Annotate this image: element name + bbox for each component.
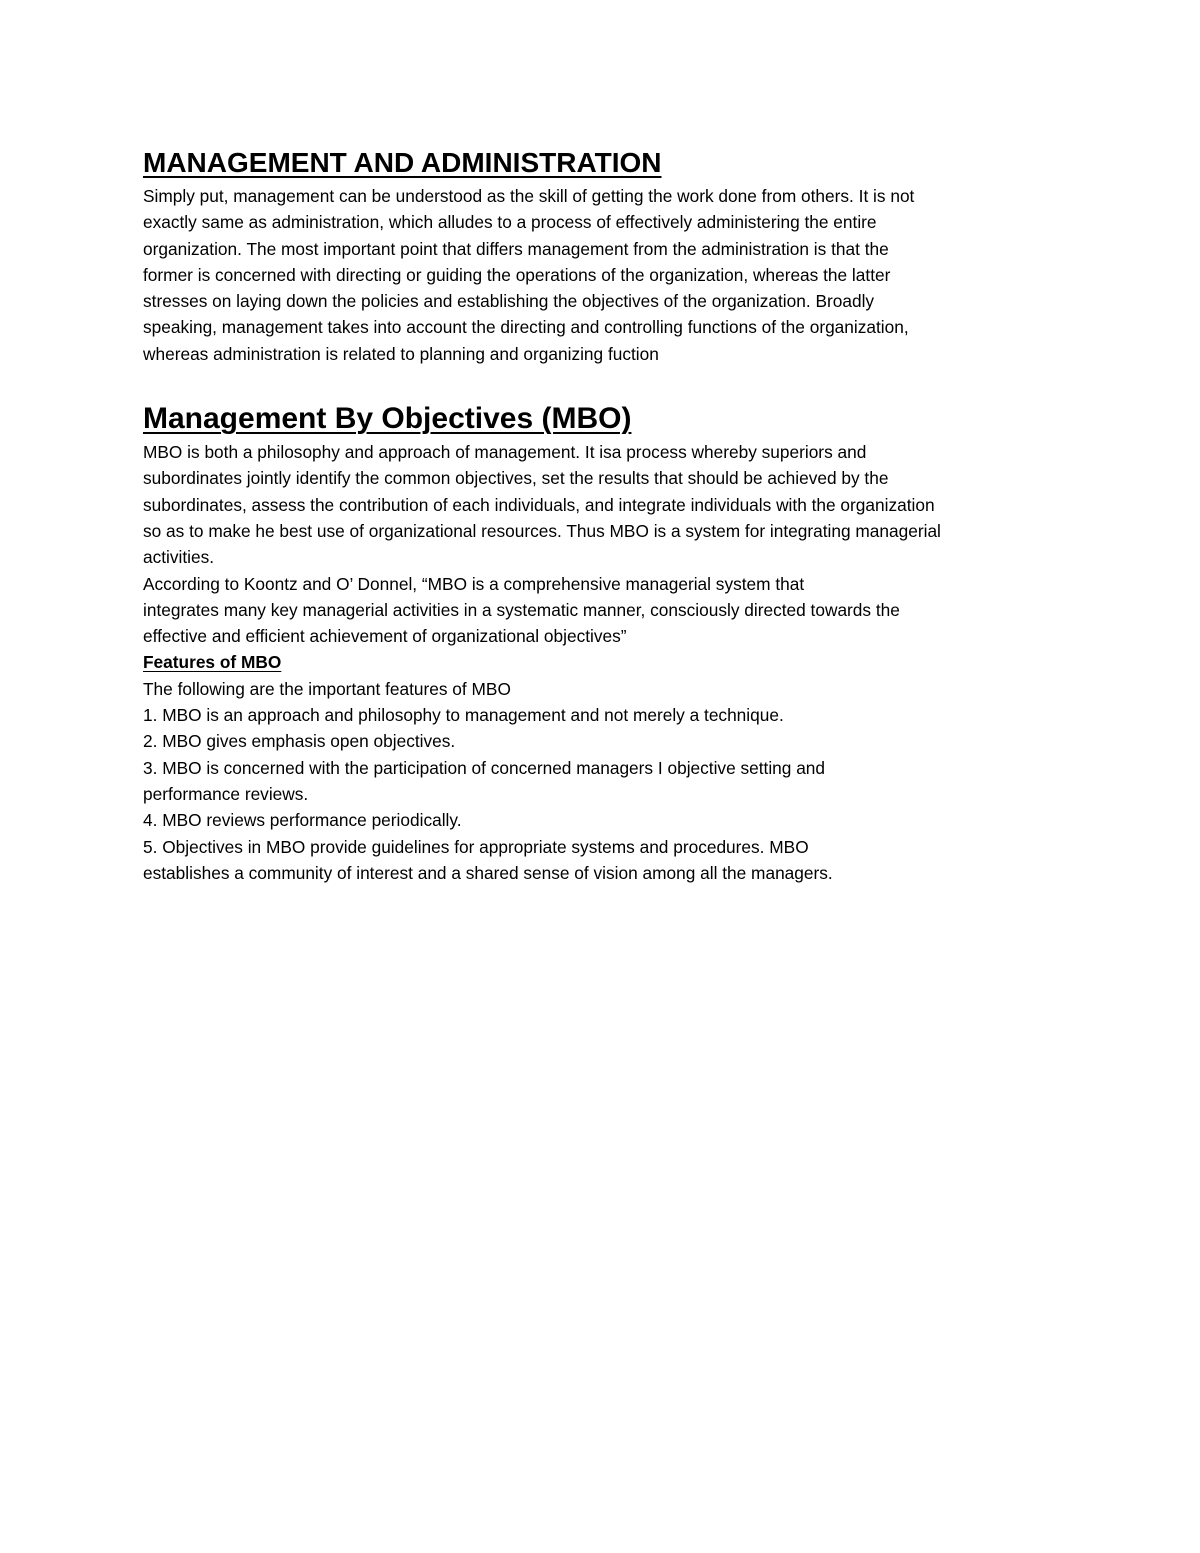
section-paragraph-management-administration: [143, 183, 1063, 367]
section-spacer: [143, 367, 1063, 401]
document-body: [143, 146, 1063, 886]
features-heading: Features of MBO: [143, 652, 282, 673]
features-list-item: 2. MBO gives emphasis open objectives.: [143, 731, 456, 752]
features-list-item: 3. MBO is concerned with the participation of concerned managers I objective setting and: [143, 757, 826, 778]
features-list-item-continuation: establishes a community of interest and a shared sense of vision among all the managers.: [143, 862, 833, 883]
paragraph-line: whereas administration is related to planning and organizing fuction: [143, 343, 659, 364]
features-list-item: 4. MBO reviews performance periodically.: [143, 810, 462, 831]
features-list: [143, 702, 1063, 886]
paragraph-line: stresses on laying down the policies and establishing the objectives of the organization. Broadly: [143, 291, 875, 312]
section-paragraph-mbo: [143, 439, 1063, 649]
features-list-item-continuation: performance reviews.: [143, 783, 309, 804]
paragraph-line: MBO is both a philosophy and approach of management. It isa process whereby superiors and: [143, 442, 867, 463]
paragraph-line: subordinates, assess the contribution of each individuals, and integrate individuals with the organization: [143, 494, 935, 515]
paragraph-line: According to Koontz and O’ Donnel, “MBO is a comprehensive managerial system that: [143, 573, 805, 594]
paragraph-line: speaking, management takes into account the directing and controlling functions of the organization,: [143, 317, 909, 338]
paragraph-line: former is concerned with directing or guiding the operations of the organization, whereas the latter: [143, 264, 891, 285]
paragraph-line: activities.: [143, 547, 215, 568]
features-list-item: 5. Objectives in MBO provide guidelines for appropriate systems and procedures. MBO: [143, 836, 809, 857]
paragraph-line: Simply put, management can be understood as the skill of getting the work done from others. It is not: [143, 186, 915, 206]
paragraph-line: integrates many key managerial activities in a systematic manner, consciously directed towards the: [143, 599, 900, 620]
paragraph-line: subordinates jointly identify the common objectives, set the results that should be achieved by the: [143, 468, 889, 489]
paragraph-line: so as to make he best use of organizational resources. Thus MBO is a system for integrating managerial: [143, 520, 941, 541]
section-heading-mbo: Management By Objectives (MBO): [143, 402, 632, 436]
paragraph-line: effective and efficient achievement of organizational objectives”: [143, 626, 627, 647]
features-intro: The following are the important features of MBO: [143, 678, 511, 699]
paragraph-line: exactly same as administration, which alludes to a process of effectively administering the entire: [143, 212, 877, 233]
section-heading-management-administration: MANAGEMENT AND ADMINISTRATION: [143, 147, 662, 178]
paragraph-line: organization. The most important point that differs management from the administration is that the: [143, 238, 889, 259]
features-list-item: 1. MBO is an approach and philosophy to management and not merely a technique.: [143, 705, 784, 726]
